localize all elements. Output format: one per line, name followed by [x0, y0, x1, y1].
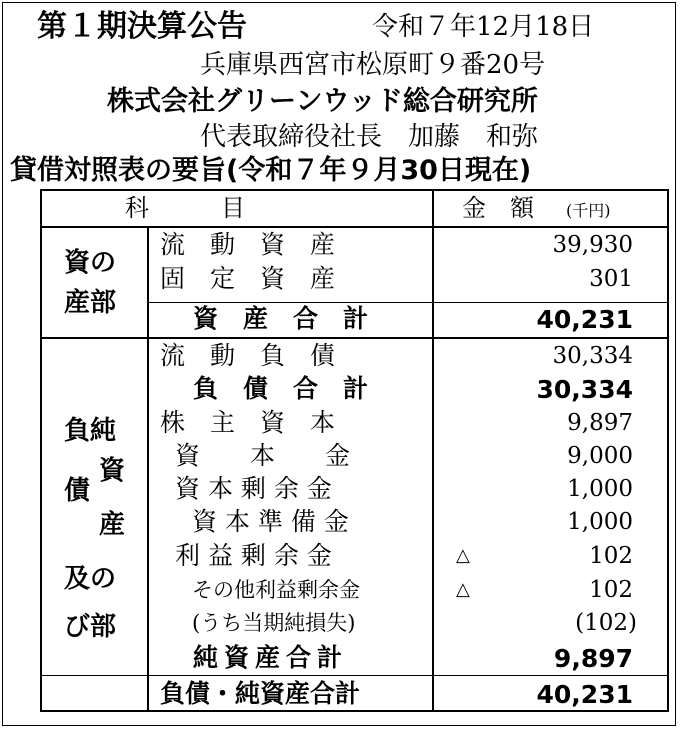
row-value-grand-total: 40,231 [536, 680, 633, 709]
balance-sheet-subtitle: 貸借対照表の要旨(令和７年９月30日現在) [10, 155, 532, 186]
row-value-shareholders-equity: 9,897 [567, 410, 633, 436]
company-name: 株式会社グリーンウッド総合研究所 [107, 86, 538, 117]
section-label-liab-4: 産 [99, 510, 126, 540]
column-header-item: 科 目 [125, 194, 245, 222]
row-value-current-assets: 39,930 [552, 232, 633, 258]
row-value-assets-total: 40,231 [536, 305, 633, 334]
section-divider [147, 226, 149, 712]
row-label-other-retained-earnings: その他利益剰余金 [192, 578, 360, 602]
row-value-fixed-assets: 301 [589, 266, 633, 292]
section-label-assets-2: 産部 [64, 288, 117, 318]
company-address: 兵庫県西宮市松原町９番20号 [200, 50, 546, 80]
row-value-retained-earnings: 102 [589, 543, 633, 569]
row-value-current-liabilities: 30,334 [552, 343, 633, 369]
row-label-fixed-assets: 固 定 資 産 [160, 264, 336, 293]
row-value-capital-reserve: 1,000 [567, 509, 633, 535]
section-label-liab-2: 資 [99, 456, 126, 486]
section-label-liab-3: 債 [64, 476, 91, 506]
row-label-current-assets: 流 動 資 産 [160, 230, 336, 259]
row-label-assets-total: 資 産 合 計 [193, 304, 369, 333]
representative: 代表取締役社長 加藤 和弥 [200, 122, 539, 152]
negative-mark-retained-earnings: △ [456, 545, 470, 566]
notice-date: 令和７年12月18日 [372, 12, 595, 42]
header-divider [40, 226, 669, 228]
row-label-capital-stock: 資 本 金 [175, 441, 351, 470]
section-label-liab-6: び部 [64, 612, 117, 642]
row-label-current-liabilities: 流 動 負 債 [160, 341, 336, 370]
negative-mark-other-retained-earnings: △ [456, 579, 470, 600]
row-label-capital-reserve: 資 本 準 備 金 [192, 507, 349, 536]
section-label-liab-1: 負純 [64, 416, 117, 446]
column-divider [432, 189, 434, 712]
assets-liabilities-divider [40, 337, 669, 339]
row-label-net-assets-total: 純資産合計 [193, 643, 349, 672]
row-value-other-retained-earnings: 102 [589, 577, 633, 603]
row-label-capital-surplus: 資 本 剰 余 金 [175, 474, 332, 503]
row-value-capital-surplus: 1,000 [567, 476, 633, 502]
row-value-capital-stock: 9,000 [567, 443, 633, 469]
row-label-liabilities-total: 負 債 合 計 [193, 374, 369, 403]
row-value-net-assets-total: 9,897 [553, 644, 633, 673]
row-value-liabilities-total: 30,334 [536, 375, 633, 404]
section-label-assets-1: 資の [64, 248, 117, 278]
grand-total-divider [40, 675, 669, 676]
notice-title: 第１期決算公告 [37, 9, 247, 44]
row-label-shareholders-equity: 株 主 資 本 [160, 408, 336, 437]
row-label-retained-earnings: 利 益 剰 余 金 [175, 541, 332, 570]
section-label-liab-5: 及の [64, 564, 117, 594]
column-header-amount: 金 額 [462, 194, 534, 222]
row-label-grand-total: 負債・純資産合計 [160, 679, 361, 708]
row-label-net-loss: (うち当期純損失) [192, 611, 356, 635]
assets-total-divider [147, 302, 669, 303]
row-value-net-loss: (102) [575, 610, 637, 636]
column-header-unit: (千円) [566, 201, 611, 220]
